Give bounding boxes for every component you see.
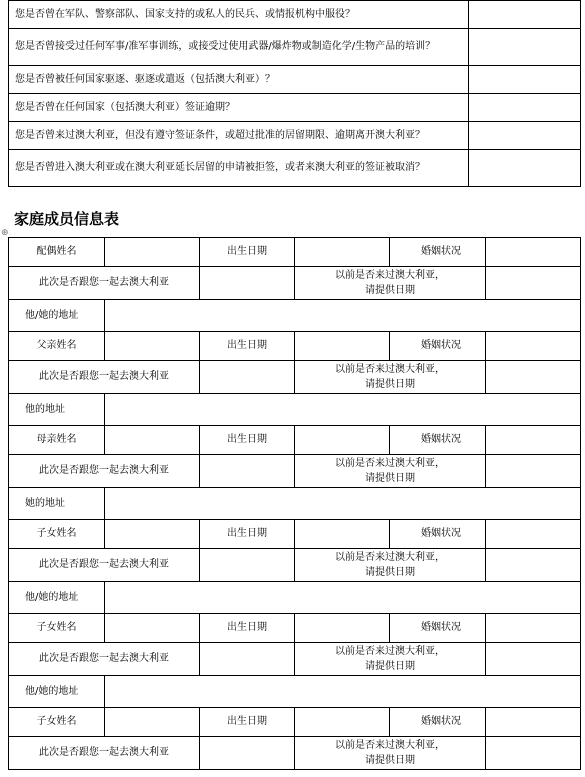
name-input[interactable]: [105, 614, 200, 643]
visited-before-line1: 以前是否来过澳大利亚，: [335, 646, 445, 657]
visited-before-line1: 以前是否来过澳大利亚，: [335, 270, 445, 281]
visited-before-label: [295, 643, 486, 676]
address-label: 他/她的地址: [9, 300, 105, 332]
visited-before-label: [295, 737, 486, 770]
name-input[interactable]: [105, 332, 200, 361]
answer-cell[interactable]: [469, 1, 581, 29]
visited-before-line2: 请提供日期: [365, 661, 415, 672]
member-travel-row: [9, 737, 581, 770]
address-label: 他的地址: [9, 394, 105, 426]
visited-before-line1: 以前是否来过澳大利亚，: [335, 552, 445, 563]
question-row: [9, 29, 581, 66]
name-label: 子女姓名: [9, 708, 105, 737]
member-travel-row: [9, 361, 581, 394]
section-title: 家庭成员信息表: [14, 210, 120, 228]
name-input[interactable]: [105, 708, 200, 737]
birth-date-input[interactable]: [295, 614, 390, 643]
visited-before-input[interactable]: [486, 737, 581, 770]
name-label: 子女姓名: [9, 520, 105, 549]
birth-date-label: 出生日期: [200, 520, 295, 549]
question-text: 您是否曾来过澳大利亚，但没有遵守签证条件，或超过批准的居留期限、逾期离开澳大利亚？: [9, 122, 469, 150]
marital-status-input[interactable]: [486, 708, 581, 737]
address-label: 他/她的地址: [9, 582, 105, 614]
answer-cell[interactable]: [469, 122, 581, 150]
question-row: [9, 66, 581, 94]
birth-date-input[interactable]: [295, 238, 390, 267]
address-label: 他/她的地址: [9, 676, 105, 708]
question-text: 您是否曾接受过任何军事/准军事训练，或接受过使用武器/爆炸物或制造化学/生物产品的培训？: [9, 29, 469, 66]
visited-before-input[interactable]: [486, 455, 581, 488]
visited-before-label: [295, 455, 486, 488]
marital-status-label: 婚姻状况: [390, 614, 486, 643]
birth-date-input[interactable]: [295, 708, 390, 737]
marital-status-label: 婚姻状况: [390, 708, 486, 737]
member-address-row: [9, 676, 581, 708]
question-row: [9, 150, 581, 187]
marital-status-label: 婚姻状况: [390, 520, 486, 549]
travel-together-label: 此次是否跟您一起去澳大利亚: [9, 455, 200, 488]
address-input[interactable]: [105, 582, 581, 614]
member-name-row: [9, 332, 581, 361]
name-label: 子女姓名: [9, 614, 105, 643]
name-input[interactable]: [105, 426, 200, 455]
birth-date-label: 出生日期: [200, 238, 295, 267]
travel-together-label: 此次是否跟您一起去澳大利亚: [9, 549, 200, 582]
answer-cell[interactable]: [469, 94, 581, 122]
answer-cell[interactable]: [469, 29, 581, 66]
visited-before-line1: 以前是否来过澳大利亚，: [335, 458, 445, 469]
visited-before-input[interactable]: [486, 361, 581, 394]
question-text: 您是否曾进入澳大利亚或在澳大利亚延长居留的申请被拒签，或者来澳大利亚的签证被取消？: [9, 150, 469, 187]
visited-before-input[interactable]: [486, 267, 581, 300]
address-input[interactable]: [105, 676, 581, 708]
address-input[interactable]: [105, 488, 581, 520]
address-input[interactable]: [105, 300, 581, 332]
travel-together-input[interactable]: [200, 361, 295, 394]
birth-date-label: 出生日期: [200, 614, 295, 643]
marital-status-input[interactable]: [486, 332, 581, 361]
marital-status-input[interactable]: [486, 614, 581, 643]
answer-cell[interactable]: [469, 150, 581, 187]
visited-before-line1: 以前是否来过澳大利亚，: [335, 364, 445, 375]
member-address-row: [9, 394, 581, 426]
birth-date-input[interactable]: [295, 426, 390, 455]
marital-status-label: 婚姻状况: [390, 332, 486, 361]
member-travel-row: [9, 549, 581, 582]
visited-before-label: [295, 549, 486, 582]
visited-before-input[interactable]: [486, 549, 581, 582]
visited-before-line2: 请提供日期: [365, 567, 415, 578]
background-questions-table: [8, 0, 581, 187]
member-name-row: [9, 708, 581, 737]
birth-date-label: 出生日期: [200, 332, 295, 361]
travel-together-input[interactable]: [200, 549, 295, 582]
name-input[interactable]: [105, 520, 200, 549]
travel-together-label: 此次是否跟您一起去澳大利亚: [9, 267, 200, 300]
member-address-row: [9, 582, 581, 614]
member-travel-row: [9, 643, 581, 676]
travel-together-label: 此次是否跟您一起去澳大利亚: [9, 737, 200, 770]
question-text: 您是否曾在军队、警察部队、国家支持的或私人的民兵、或情报机构中服役？: [9, 1, 469, 29]
visited-before-line1: 以前是否来过澳大利亚，: [335, 740, 445, 751]
question-text: 您是否曾在任何国家（包括澳大利亚）签证逾期？: [9, 94, 469, 122]
visited-before-label: [295, 361, 486, 394]
name-label: 配偶姓名: [9, 238, 105, 267]
question-row: [9, 94, 581, 122]
family-members-table: [8, 237, 581, 770]
birth-date-input[interactable]: [295, 520, 390, 549]
visited-before-label: [295, 267, 486, 300]
member-name-row: [9, 238, 581, 267]
name-input[interactable]: [105, 238, 200, 267]
table-move-handle-icon[interactable]: ⊕: [1, 228, 9, 238]
travel-together-input[interactable]: [200, 267, 295, 300]
visited-before-line2: 请提供日期: [365, 755, 415, 766]
birth-date-input[interactable]: [295, 332, 390, 361]
name-label: 父亲姓名: [9, 332, 105, 361]
member-travel-row: [9, 455, 581, 488]
birth-date-label: 出生日期: [200, 708, 295, 737]
marital-status-input[interactable]: [486, 520, 581, 549]
question-row: [9, 1, 581, 29]
member-address-row: [9, 488, 581, 520]
visited-before-line2: 请提供日期: [365, 473, 415, 484]
marital-status-input[interactable]: [486, 426, 581, 455]
visited-before-line2: 请提供日期: [365, 379, 415, 390]
travel-together-label: 此次是否跟您一起去澳大利亚: [9, 643, 200, 676]
address-label: 她的地址: [9, 488, 105, 520]
visited-before-input[interactable]: [486, 643, 581, 676]
address-input[interactable]: [105, 394, 581, 426]
birth-date-label: 出生日期: [200, 426, 295, 455]
marital-status-label: 婚姻状况: [390, 426, 486, 455]
member-name-row: [9, 614, 581, 643]
question-text: 您是否曾被任何国家驱逐、驱逐或遣返（包括澳大利亚）？: [9, 66, 469, 94]
member-address-row: [9, 300, 581, 332]
travel-together-input[interactable]: [200, 737, 295, 770]
travel-together-input[interactable]: [200, 455, 295, 488]
name-label: 母亲姓名: [9, 426, 105, 455]
visited-before-line2: 请提供日期: [365, 285, 415, 296]
member-name-row: [9, 520, 581, 549]
member-travel-row: [9, 267, 581, 300]
question-row: [9, 122, 581, 150]
member-name-row: [9, 426, 581, 455]
travel-together-input[interactable]: [200, 643, 295, 676]
marital-status-input[interactable]: [486, 238, 581, 267]
marital-status-label: 婚姻状况: [390, 238, 486, 267]
travel-together-label: 此次是否跟您一起去澳大利亚: [9, 361, 200, 394]
answer-cell[interactable]: [469, 66, 581, 94]
